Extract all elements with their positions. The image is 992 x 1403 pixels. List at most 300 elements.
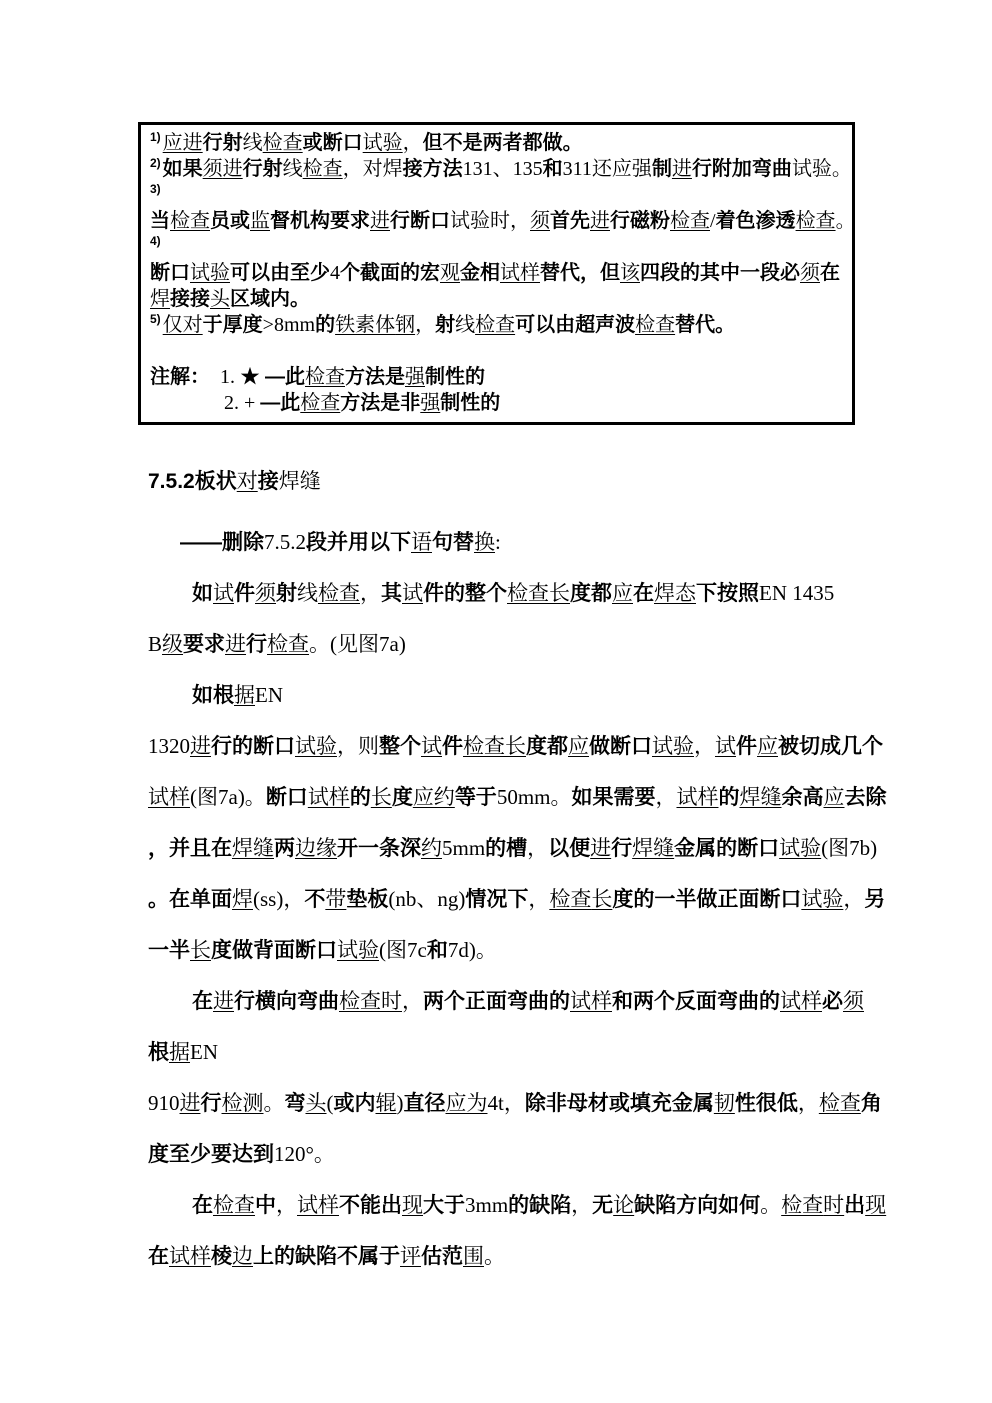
text-run: 无 xyxy=(592,1194,614,1217)
text-run: 试验 xyxy=(190,262,230,284)
text-run: 进 xyxy=(222,158,243,180)
text-run: B xyxy=(148,632,163,656)
text-run: 。 xyxy=(835,210,856,232)
text-run: 评 xyxy=(400,1244,421,1268)
text-run: 试样 xyxy=(500,262,540,284)
text-run: 试样 xyxy=(297,1193,339,1217)
text-line xyxy=(150,130,844,156)
text-run: 7.5.2 xyxy=(148,470,195,493)
text-run: 在 xyxy=(192,1194,213,1217)
text-run: 头 xyxy=(305,1091,327,1115)
text-run: 试 xyxy=(715,734,736,758)
text-run: 语 xyxy=(411,530,432,554)
text-run: 直径 xyxy=(403,1092,446,1115)
text-run: 长 xyxy=(370,785,392,809)
text-run: 头 xyxy=(210,288,230,310)
text-run: 接 xyxy=(257,470,279,493)
text-line xyxy=(148,670,848,721)
text-run: 其 xyxy=(381,582,402,605)
text-run: 时 xyxy=(381,989,402,1013)
document-body xyxy=(148,456,887,1282)
text-run: 板状 xyxy=(194,470,237,493)
text-run: 不能出 xyxy=(339,1194,402,1217)
blank-line xyxy=(150,338,844,364)
text-run: 两个正面弯曲的 xyxy=(423,990,570,1013)
text-run: 线 xyxy=(297,581,318,605)
footnote-marker: 1) xyxy=(150,130,161,145)
text-run: 检查 xyxy=(635,314,676,336)
text-run: 检查 xyxy=(781,1193,824,1217)
text-run: ， xyxy=(571,1193,593,1217)
text-run: 个截面的宏 xyxy=(340,262,440,284)
text-run: ， xyxy=(528,887,550,911)
text-run: 行 xyxy=(611,837,633,860)
text-run: 进 xyxy=(370,210,390,232)
text-run: 行 xyxy=(200,1092,222,1115)
text-run: 金属的断口 xyxy=(674,837,780,860)
footnote-marker: 2) xyxy=(150,156,161,171)
text-run: 除非母材或填充金属 xyxy=(524,1092,714,1115)
text-run: 进 xyxy=(225,632,247,656)
text-run: 级 xyxy=(162,632,184,656)
text-run: ， xyxy=(276,1193,297,1217)
text-run: 韧 xyxy=(713,1091,735,1115)
text-run: 行磁粉 xyxy=(610,210,670,232)
text-run: 进 xyxy=(590,210,610,232)
text-run: 必 xyxy=(822,990,843,1013)
text-run: 现 xyxy=(402,1193,423,1217)
text-run: 情况下 xyxy=(465,888,529,911)
text-run: 下按照 xyxy=(696,582,759,605)
text-run: ， xyxy=(527,836,549,860)
text-line xyxy=(150,260,844,286)
text-run: 断口 xyxy=(265,786,308,809)
text-run: 估范 xyxy=(421,1245,463,1268)
text-run: 性很低 xyxy=(734,1092,798,1115)
text-run: 的缺陷 xyxy=(508,1194,572,1217)
text-run: 焊 xyxy=(232,887,253,911)
text-run: 须 xyxy=(255,581,276,605)
text-run: 进 xyxy=(190,734,211,758)
text-run: 以便 xyxy=(548,837,591,860)
text-run: 方法是 xyxy=(345,366,405,388)
text-run: 50mm。 xyxy=(496,785,572,809)
text-run: 行的断口 xyxy=(211,735,295,758)
text-run: 3mm xyxy=(465,1193,509,1217)
text-run: 督机构要求 xyxy=(270,210,370,232)
text-run: 着色渗透 xyxy=(715,210,796,232)
text-run: ，并且在 xyxy=(148,837,232,860)
text-run: 检查 xyxy=(507,581,549,605)
text-run: 一半 xyxy=(148,939,190,962)
text-run: 射 xyxy=(276,582,297,605)
text-run: 强 xyxy=(405,366,425,388)
text-line xyxy=(148,823,878,874)
text-run: 出 xyxy=(844,1194,866,1217)
text-run: (ss)， xyxy=(253,887,305,911)
text-run: 件的整个 xyxy=(423,582,507,605)
text-line xyxy=(148,1180,887,1231)
text-run: 被切成几个 xyxy=(778,735,883,758)
text-run: 应 xyxy=(568,734,589,758)
text-run: 试 xyxy=(402,581,423,605)
text-run: 检查 xyxy=(300,392,341,414)
text-run: 须 xyxy=(843,989,864,1013)
text-run: 7.5.2 xyxy=(264,530,306,554)
text-run: 两 xyxy=(274,837,295,860)
text-run: 的槽 xyxy=(485,837,528,860)
text-run: 进 xyxy=(213,989,234,1013)
text-run: 或 xyxy=(230,210,250,232)
text-run: 制性的 xyxy=(440,392,501,414)
text-run: ——删除 xyxy=(180,531,264,554)
text-line xyxy=(148,517,848,568)
text-run: 910 xyxy=(148,1091,180,1115)
text-run: 焊缝 xyxy=(278,469,321,493)
text-run: 检查 xyxy=(302,158,343,180)
text-run: 应约 xyxy=(412,785,455,809)
text-run: 7d)。 xyxy=(447,938,497,962)
text-run: ， xyxy=(694,734,715,758)
text-run: 如果需要 xyxy=(571,786,656,809)
text-run: (nb、ng) xyxy=(388,887,466,911)
text-line xyxy=(148,925,848,976)
text-run: 试样 xyxy=(148,785,190,809)
text-run: —此 xyxy=(265,366,305,388)
text-run: 度做背面断口 xyxy=(211,939,337,962)
text-run: 试样 xyxy=(570,989,612,1013)
text-run: 根 xyxy=(148,1041,169,1064)
text-run: 大于 xyxy=(423,1194,465,1217)
text-run: 和 xyxy=(426,939,448,962)
text-run: 。 xyxy=(263,1091,285,1115)
text-run: 如根 xyxy=(192,684,234,707)
text-line xyxy=(148,1129,848,1180)
text-run: 论 xyxy=(613,1193,635,1217)
text-run: 据 xyxy=(169,1040,190,1064)
text-run: 还应强 xyxy=(591,158,652,180)
text-run: EN xyxy=(190,1040,218,1064)
text-run: 1320 xyxy=(148,734,190,758)
footnote-marker: 4) xyxy=(150,234,161,249)
text-run: 可以由超声波 xyxy=(515,314,636,336)
text-run: 。(见图7a) xyxy=(309,632,406,656)
text-run: 件 xyxy=(234,582,255,605)
text-run: 度都 xyxy=(526,735,568,758)
text-run: 或断口 xyxy=(302,132,363,154)
text-run: 长 xyxy=(190,938,211,962)
footnote-marker: 5) xyxy=(150,312,161,327)
text-line xyxy=(150,156,852,182)
text-run: ， xyxy=(797,1091,819,1115)
text-run: 在 xyxy=(192,990,213,1013)
text-line xyxy=(148,456,848,507)
text-run: 长 xyxy=(591,887,613,911)
text-run: 或内 xyxy=(333,1092,376,1115)
text-run: 检查 xyxy=(670,210,710,232)
text-run: 检查 xyxy=(318,581,360,605)
text-run: 的 xyxy=(349,786,371,809)
text-run: 要求 xyxy=(183,633,226,656)
text-run: 试 xyxy=(213,581,234,605)
text-run: 进 xyxy=(179,1091,201,1115)
text-run: ， xyxy=(360,581,381,605)
text-run: 替代，但 xyxy=(540,262,620,284)
text-run: 长 xyxy=(549,581,570,605)
text-run: 焊缝 xyxy=(739,785,782,809)
text-run: 等于 xyxy=(454,786,497,809)
text-run: 当 xyxy=(150,210,170,232)
text-run: >8mm xyxy=(262,314,316,336)
text-run: (图7a)。 xyxy=(190,785,266,809)
text-run: ) xyxy=(396,1091,404,1115)
text-run: 不 xyxy=(304,888,326,911)
text-run: 线 xyxy=(242,132,263,154)
text-run: 替代。 xyxy=(675,314,736,336)
text-run: 现 xyxy=(865,1193,887,1217)
text-run: 换 xyxy=(474,530,495,554)
text-run: EN xyxy=(255,683,283,707)
text-run: 检查 xyxy=(463,734,505,758)
text-line xyxy=(148,568,848,619)
text-run: 注解： xyxy=(150,366,200,388)
text-run: 应 xyxy=(612,581,633,605)
text-run: 焊 xyxy=(382,158,403,180)
text-run: 棱 xyxy=(211,1245,232,1268)
text-run: 辊 xyxy=(375,1091,397,1115)
text-run: 检查 xyxy=(795,210,836,232)
text-line xyxy=(150,182,844,208)
text-run: 区域内。 xyxy=(230,288,310,310)
text-run: 线 xyxy=(455,314,476,336)
text-run: 的 xyxy=(315,314,336,336)
text-run: 射 xyxy=(435,314,456,336)
text-line xyxy=(148,1231,848,1282)
text-run: 311 xyxy=(562,158,592,180)
text-run: 余高 xyxy=(781,786,824,809)
text-run: 2. + xyxy=(224,392,261,414)
text-run: 进 xyxy=(590,836,612,860)
text-run: 应进 xyxy=(162,132,203,154)
text-run: 1. xyxy=(200,366,240,388)
text-run: 在 xyxy=(148,1245,169,1268)
text-run: 焊缝 xyxy=(632,836,675,860)
text-run: 试样 xyxy=(169,1244,211,1268)
footnote-marker: 3) xyxy=(150,182,161,197)
text-run: 去除 xyxy=(844,786,887,809)
text-run: 接方法 xyxy=(402,158,463,180)
text-run: 检查 xyxy=(818,1091,861,1115)
text-run: 开一条深 xyxy=(337,837,421,860)
text-run: 观 xyxy=(440,262,460,284)
text-line xyxy=(148,721,883,772)
text-run: 钢 xyxy=(395,314,416,336)
text-run: 度至少要达到 xyxy=(148,1143,274,1166)
text-run: —此 xyxy=(260,392,301,414)
text-run: 段并用以下 xyxy=(306,531,411,554)
text-run: 试验 xyxy=(801,887,844,911)
text-run: 约 xyxy=(421,836,442,860)
text-run: 长 xyxy=(505,734,526,758)
text-line xyxy=(150,312,844,338)
text-run: 4 xyxy=(330,262,340,284)
text-run: ， xyxy=(510,210,530,232)
text-run: 检查 xyxy=(213,1193,255,1217)
text-run: 整个 xyxy=(379,735,421,758)
text-run: ， xyxy=(503,1091,525,1115)
text-run: 如果 xyxy=(162,158,203,180)
text-line xyxy=(150,234,844,260)
text-run: 试验 xyxy=(337,938,379,962)
text-run: 该 xyxy=(620,262,640,284)
text-run: 中 xyxy=(255,1194,276,1217)
text-run: 度的一半做正面断口 xyxy=(612,888,802,911)
text-run: 应 xyxy=(757,734,778,758)
text-run: 131、135 xyxy=(462,158,543,180)
text-run: 。 xyxy=(760,1193,782,1217)
text-line xyxy=(150,208,856,234)
text-run: 试验。 xyxy=(791,158,852,180)
text-run: 度 xyxy=(391,786,413,809)
text-run: 行射 xyxy=(202,132,243,154)
text-run: 行射 xyxy=(242,158,283,180)
text-run: 断口 xyxy=(150,262,190,284)
text-run: ( xyxy=(326,1091,334,1115)
text-run: 仅对 xyxy=(162,314,203,336)
text-run: 试样 xyxy=(676,785,719,809)
text-run: ， xyxy=(655,785,677,809)
text-line xyxy=(150,390,844,416)
text-run: ★ xyxy=(240,366,265,388)
text-run: 检查 xyxy=(262,132,303,154)
text-run: 四段的其中一段必 xyxy=(640,262,800,284)
text-line xyxy=(148,874,886,925)
text-run: 缺陷方向如何 xyxy=(634,1194,761,1217)
text-run: 和两个反面弯曲的 xyxy=(612,990,780,1013)
text-run: 制性的 xyxy=(425,366,485,388)
text-run: 上的缺陷不属于 xyxy=(253,1245,400,1268)
text-run: 单面 xyxy=(190,888,232,911)
text-run: ， xyxy=(402,989,423,1013)
text-run: 。在 xyxy=(148,888,190,911)
text-run: 试验 xyxy=(362,132,403,154)
text-run: 试验 xyxy=(295,734,337,758)
text-run: 试样 xyxy=(307,785,350,809)
text-run: 行断口 xyxy=(390,210,450,232)
text-run: 和 xyxy=(542,158,563,180)
text-run: 方法是非 xyxy=(340,392,421,414)
text-run: 句替 xyxy=(432,531,474,554)
text-run: 如 xyxy=(192,582,213,605)
text-run: 但不是两者都做。 xyxy=(422,132,583,154)
text-run: EN 1435 xyxy=(759,581,835,605)
text-run: 于厚度 xyxy=(202,314,263,336)
text-run: 对 xyxy=(236,469,258,493)
text-run: : xyxy=(495,530,501,554)
text-run: 围 xyxy=(463,1244,484,1268)
text-run: 件 xyxy=(442,735,463,758)
text-run: (图7b) xyxy=(821,836,878,860)
text-run: ，对 xyxy=(342,158,383,180)
text-run: 焊 xyxy=(150,288,170,310)
text-run: 检查 xyxy=(267,632,310,656)
text-run: 员 xyxy=(210,210,230,232)
text-line xyxy=(148,976,864,1027)
text-run: ， xyxy=(415,314,436,336)
text-run: 边缘 xyxy=(295,836,337,860)
text-run: 进 xyxy=(671,158,692,180)
text-run: 边 xyxy=(232,1244,253,1268)
text-run: 另 xyxy=(864,888,886,911)
text-run: 4t xyxy=(487,1091,504,1115)
text-run: 检查 xyxy=(549,887,592,911)
text-run: 可以由至少 xyxy=(230,262,330,284)
text-run: 5mm xyxy=(442,836,486,860)
text-run: 度都 xyxy=(570,582,612,605)
text-run: 120°。 xyxy=(274,1142,335,1166)
text-run: 铁素体 xyxy=(335,314,396,336)
text-run: 须 xyxy=(800,262,820,284)
text-run: 检查 xyxy=(475,314,516,336)
text-run: 金相 xyxy=(460,262,500,284)
text-run: 垫板 xyxy=(346,888,389,911)
text-run: 须 xyxy=(202,158,223,180)
text-run: 带 xyxy=(325,887,347,911)
text-line xyxy=(148,772,887,823)
text-run: 。 xyxy=(484,1244,505,1268)
text-run: 弯 xyxy=(284,1092,306,1115)
text-run: 焊态 xyxy=(654,581,696,605)
text-run: 检查 xyxy=(339,989,381,1013)
text-run: 制 xyxy=(651,158,672,180)
text-run: ， xyxy=(843,887,865,911)
text-line xyxy=(148,1078,882,1129)
text-line xyxy=(148,619,848,670)
text-run: ，则 xyxy=(337,734,379,758)
text-run: 首先 xyxy=(550,210,590,232)
text-run: 的 xyxy=(718,786,740,809)
footnotes-box xyxy=(138,122,855,425)
text-run: 在 xyxy=(633,582,654,605)
text-run: 检查 xyxy=(170,210,210,232)
text-run: 强 xyxy=(420,392,441,414)
text-run: 试样 xyxy=(780,989,822,1013)
text-run: 检测 xyxy=(221,1091,264,1115)
text-run: 线 xyxy=(282,158,303,180)
text-run: 做断口 xyxy=(589,735,652,758)
text-run: 试 xyxy=(421,734,442,758)
text-run: 检查 xyxy=(305,366,345,388)
text-run: (图7c xyxy=(379,938,427,962)
text-run: 监 xyxy=(250,210,270,232)
text-line xyxy=(150,286,844,312)
text-run: 行 xyxy=(246,633,268,656)
text-run: 应为 xyxy=(445,1091,488,1115)
text-run: 行附加弯曲 xyxy=(691,158,792,180)
text-run: 试验时 xyxy=(450,210,510,232)
text-run: 应 xyxy=(823,785,845,809)
text-run: 焊缝 xyxy=(232,836,274,860)
text-run: 在 xyxy=(820,262,840,284)
text-run: 据 xyxy=(234,683,255,707)
text-line xyxy=(150,364,844,390)
text-run: / xyxy=(710,210,716,232)
text-line xyxy=(148,1027,848,1078)
text-run: 时 xyxy=(823,1193,845,1217)
text-run: 试验 xyxy=(652,734,694,758)
text-run: 角 xyxy=(860,1092,882,1115)
text-run: 试验 xyxy=(779,836,822,860)
